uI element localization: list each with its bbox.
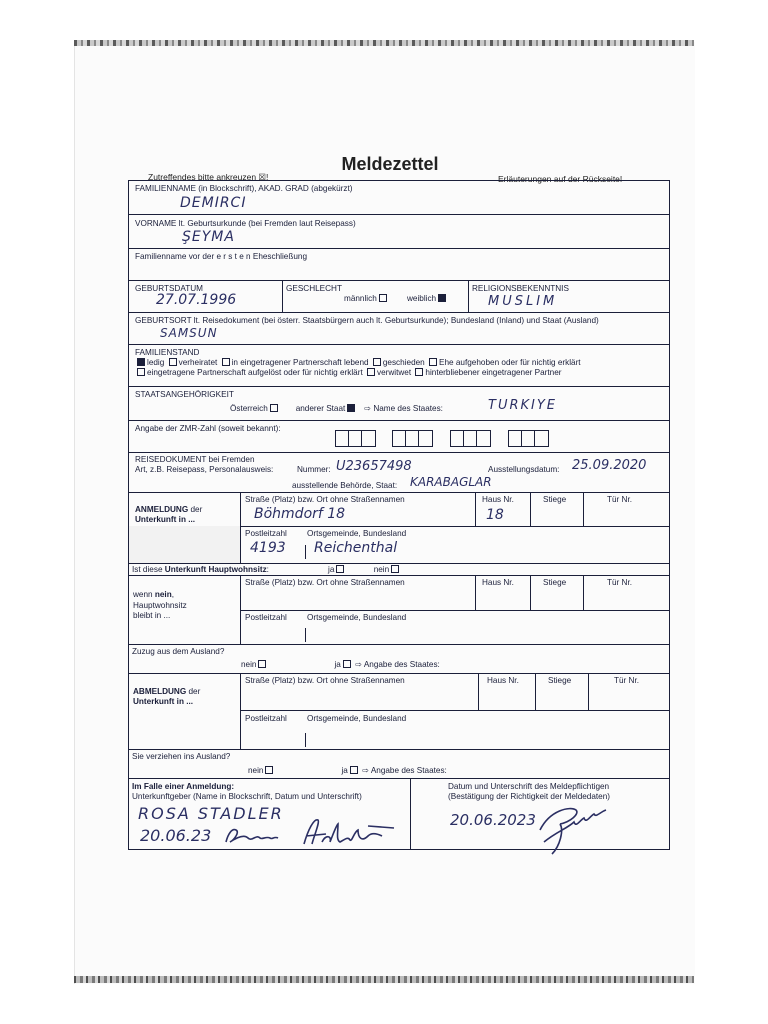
rule (129, 492, 669, 493)
unterkunftgeber-datum[interactable]: 20.06.23 (140, 826, 212, 845)
zuzug-ja-label: ja (334, 660, 341, 669)
arrow-right-icon: ⇨ (362, 766, 369, 775)
instruction-left: Zutreffendes bitte ankreuzen ☒! (148, 172, 269, 182)
geschieden-checkbox[interactable] (373, 358, 381, 366)
form-title: Meldezettel (341, 154, 439, 174)
staat-name-label: Name des Staates: (373, 404, 443, 413)
zuzug-label: Zuzug aus dem Ausland? (132, 647, 225, 656)
oesterreich-checkbox[interactable] (270, 404, 278, 412)
anderer-staat-checkbox[interactable] (347, 404, 355, 412)
abmeldung-label-bold: ABMELDUNG (133, 687, 187, 696)
reisedokument-label: REISEDOKUMENT bei Fremden (135, 455, 255, 464)
rule (129, 420, 669, 421)
hinterbliebener-partner-label: hinterbliebener eingetragener Partner (425, 368, 562, 377)
anmeldung-tuer-label: Tür Nr. (607, 495, 633, 504)
vorname-label: VORNAME lt. Geburtsurkunde (bei Fremden laut Reisepass) (135, 219, 356, 228)
reisedokument-datum-value[interactable]: 25.09.2020 (572, 458, 647, 473)
geschlecht-male-checkbox[interactable] (379, 294, 387, 302)
eingetragene-partnerschaft-checkbox[interactable] (222, 358, 230, 366)
oesterreich-label: Österreich (230, 404, 268, 413)
wegzug-options (248, 766, 447, 775)
scan-edge-bottom (74, 976, 694, 983)
familienname-erste-ehe-label: Familienname vor der e r s t e n Eheschließung (135, 252, 308, 261)
wegzug-ja-label: ja (341, 766, 348, 775)
unterkunftgeber-label-line1: Im Falle einer Anmeldung: (132, 782, 235, 791)
wegzug-ja-checkbox[interactable] (350, 766, 358, 774)
rule (583, 492, 584, 526)
arrow-right-icon: ⇨ (355, 660, 362, 669)
familienstand-label: FAMILIENSTAND (135, 348, 200, 357)
wenn-nein-label (133, 590, 187, 622)
wenn-nein-plz-label: Postleitzahl (245, 613, 287, 622)
hauptwohnsitz-label-pre: Ist diese (132, 565, 165, 574)
zmr-boxes-1[interactable] (335, 430, 376, 447)
meldepflichtiger-label-line2: (Bestätigung der Richtigkeit der Meldedaten) (448, 792, 611, 802)
ehe-aufgehoben-label: Ehe aufgehoben oder für nichtig erklärt (439, 358, 581, 367)
geschieden-label: geschieden (382, 358, 425, 367)
scan-edge-top (74, 40, 694, 46)
rule (475, 492, 476, 526)
rule (588, 673, 589, 710)
abmeldung-label (133, 687, 200, 708)
rule (240, 610, 669, 611)
anmeldung-label (135, 505, 202, 526)
geburtsort-label: GEBURTSORT lt. Reisedokument (bei österr. Staatsbürgern auch lt. Geburtsurkunde); Bundesland (Inland) und Staat (Ausland) (135, 316, 599, 325)
hauptwohnsitz-options (328, 565, 401, 574)
religion-label: RELIGIONSBEKENNTNIS (472, 284, 569, 293)
rule (468, 280, 469, 312)
ledig-checkbox[interactable] (137, 358, 145, 366)
geburtsdatum-label: GEBURTSDATUM (135, 284, 203, 293)
abmeldung-haus-label: Haus Nr. (487, 676, 519, 685)
abmeldung-label-line2: Unterkunft in ... (133, 697, 194, 707)
rule (129, 312, 669, 313)
geschlecht-options (344, 294, 448, 303)
wenn-nein-tuer-label: Tür Nr. (607, 578, 633, 587)
rule (240, 526, 669, 527)
rule (129, 563, 669, 564)
vorname-value[interactable]: ŞEYMA (182, 229, 235, 245)
reisedokument-behoerde-label: ausstellende Behörde, Staat: (292, 481, 398, 490)
abmeldung-plz-label: Postleitzahl (245, 714, 287, 723)
hauptwohnsitz-nein-checkbox[interactable] (391, 565, 399, 573)
wenn-nein-post: , (171, 590, 174, 599)
anmeldung-ort-label: Ortsgemeinde, Bundesland (307, 529, 407, 538)
rule (305, 628, 306, 642)
anmeldung-plz-label: Postleitzahl (245, 529, 287, 538)
hauptwohnsitz-ja-checkbox[interactable] (336, 565, 344, 573)
familienname-value[interactable]: DEMIRCI (180, 195, 247, 211)
rule (129, 386, 669, 387)
staatsangehoerigkeit-value[interactable]: TURKIYE (488, 398, 558, 413)
geschlecht-female-checkbox[interactable] (438, 294, 446, 302)
rule (240, 710, 669, 711)
wenn-nein-ort-label: Ortsgemeinde, Bundesland (307, 613, 407, 622)
anmeldung-plz-value[interactable]: 4193 (250, 540, 286, 556)
anmeldung-stiege-label: Stiege (543, 495, 567, 504)
staatsangehoerigkeit-options (230, 404, 443, 413)
anderer-staat-label: anderer Staat (295, 404, 346, 413)
verheiratet-checkbox[interactable] (169, 358, 177, 366)
anmeldung-strasse-label: Straße (Platz) bzw. Ort ohne Straßennamen (245, 495, 405, 504)
rule (129, 575, 669, 576)
rule (475, 575, 476, 610)
zuzug-staat-label: Angabe des Staates: (363, 660, 440, 669)
rule (129, 452, 669, 453)
hinterbliebener-partner-checkbox[interactable] (415, 368, 423, 376)
unterkunftgeber-label (132, 782, 362, 803)
wenn-nein-bold: nein (154, 590, 172, 599)
ledig-label: ledig (147, 358, 165, 367)
verheiratet-label: verheiratet (178, 358, 218, 367)
hauptwohnsitz-ja-label: ja (328, 565, 335, 574)
wenn-nein-strasse-label: Straße (Platz) bzw. Ort ohne Straßennamen (245, 578, 405, 587)
geschlecht-male-label: männlich (344, 294, 377, 303)
verwitwet-label: verwitwet (377, 368, 412, 377)
rule (129, 644, 669, 645)
geburtsort-value[interactable]: SAMSUN (160, 326, 218, 340)
abmeldung-ort-label: Ortsgemeinde, Bundesland (307, 714, 407, 723)
eingetragene-partnerschaft-label: in eingetragener Partnerschaft lebend (231, 358, 369, 367)
zuzug-nein-checkbox[interactable] (258, 660, 266, 668)
rule (583, 575, 584, 610)
reisedokument-behoerde-value[interactable]: KARABAGLAR (410, 475, 492, 489)
rule (478, 673, 479, 710)
zmr-boxes-4[interactable] (508, 430, 549, 447)
anmeldung-ort-value[interactable]: Reichenthal (314, 540, 398, 556)
arrow-right-icon: ⇨ (364, 404, 372, 413)
anmeldung-haus-label: Haus Nr. (482, 495, 514, 504)
wenn-nein-line2: Hauptwohnsitz (133, 600, 187, 610)
anmeldung-label-rest: der (188, 505, 203, 514)
abmeldung-strasse-label: Straße (Platz) bzw. Ort ohne Straßennamen (245, 676, 405, 685)
shaded-cell (129, 526, 240, 563)
wenn-nein-line3: bleibt in ... (133, 611, 171, 621)
anmeldung-label-bold: ANMELDUNG (135, 505, 189, 514)
wenn-nein-pre: wenn (133, 590, 155, 599)
partnerschaft-aufgeloest-checkbox[interactable] (137, 368, 145, 376)
hauptwohnsitz-label (132, 565, 269, 574)
geburtsdatum-value[interactable]: 27.07.1996 (156, 292, 237, 308)
reisedokument-nummer-label: Nummer: (297, 465, 331, 474)
wegzug-staat-label: Angabe des Staates: (370, 766, 447, 775)
rule (282, 280, 283, 312)
wegzug-label: Sie verziehen ins Ausland? (132, 752, 231, 761)
rule (129, 214, 669, 215)
meldepflichtiger-datum[interactable]: 20.06.2023 (450, 811, 536, 829)
ehe-aufgehoben-checkbox[interactable] (429, 358, 437, 366)
abmeldung-stiege-label: Stiege (548, 676, 572, 685)
rule (530, 492, 531, 526)
anmeldung-label-line2: Unterkunft in ... (135, 515, 196, 525)
hauptwohnsitz-label-bold: Unterkunft Hauptwohnsitz (164, 565, 267, 574)
zmr-label: Angabe der ZMR-Zahl (soweit bekannt): (135, 424, 281, 433)
abmeldung-tuer-label: Tür Nr. (614, 676, 640, 685)
reisedokument-nummer-value[interactable]: U23657498 (336, 459, 412, 474)
familienname-label: FAMILIENNAME (in Blockschrift), AKAD. GRAD (abgekürzt) (135, 184, 353, 193)
hauptwohnsitz-nein-label: nein (373, 565, 390, 574)
wenn-nein-stiege-label: Stiege (543, 578, 567, 587)
zuzug-nein-label: nein (241, 660, 257, 669)
meldepflichtiger-signature (530, 800, 610, 860)
instruction-right: Erläuterungen auf der Rückseite! (498, 174, 623, 184)
rule (129, 280, 669, 281)
geschlecht-female-label: weiblich (406, 294, 437, 303)
familienstand-line2 (135, 368, 562, 377)
reisedokument-datum-label: Ausstellungsdatum: (488, 465, 560, 474)
anmeldung-haus-value[interactable]: 18 (486, 507, 504, 523)
zuzug-ja-checkbox[interactable] (343, 660, 351, 668)
verwitwet-checkbox[interactable] (367, 368, 375, 376)
rule (129, 248, 669, 249)
rule (240, 673, 241, 749)
wegzug-nein-label: nein (248, 766, 264, 775)
partnerschaft-aufgeloest-label: eingetragene Partnerschaft aufgelöst oder für nichtig erklärt (147, 368, 363, 377)
hauptwohnsitz-label-post: : (266, 565, 269, 574)
anmeldung-strasse-value[interactable]: Böhmdorf 18 (254, 506, 346, 522)
rule (240, 492, 241, 563)
meldepflichtiger-label-line1: Datum und Unterschrift des Meldepflichtigen (448, 782, 610, 791)
rule (129, 749, 669, 750)
religion-value[interactable]: MUSLIM (488, 294, 558, 309)
rule (240, 575, 241, 644)
rule (305, 545, 306, 559)
zmr-boxes-3[interactable] (450, 430, 491, 447)
rule (535, 673, 536, 710)
abmeldung-label-rest: der (186, 687, 201, 696)
reisedokument-art-label: Art, z.B. Reisepass, Personalausweis: (135, 465, 274, 474)
wegzug-nein-checkbox[interactable] (265, 766, 273, 774)
rule (410, 778, 411, 850)
rule (305, 733, 306, 747)
wenn-nein-haus-label: Haus Nr. (482, 578, 514, 587)
zuzug-options (241, 660, 440, 669)
rule (129, 344, 669, 345)
unterkunftgeber-signature (222, 812, 402, 852)
rule (129, 778, 669, 779)
unterkunftgeber-label-line2: Unterkunftgeber (Name in Blockschrift, Datum und Unterschrift) (132, 792, 362, 802)
zmr-boxes-2[interactable] (392, 430, 433, 447)
unterkunftgeber-name[interactable]: ROSA STADLER (138, 804, 284, 823)
familienstand-line1 (135, 358, 581, 367)
staatsangehoerigkeit-label: STAATSANGEHÖRIGKEIT (135, 390, 234, 399)
geschlecht-label: GESCHLECHT (286, 284, 342, 293)
rule (530, 575, 531, 610)
